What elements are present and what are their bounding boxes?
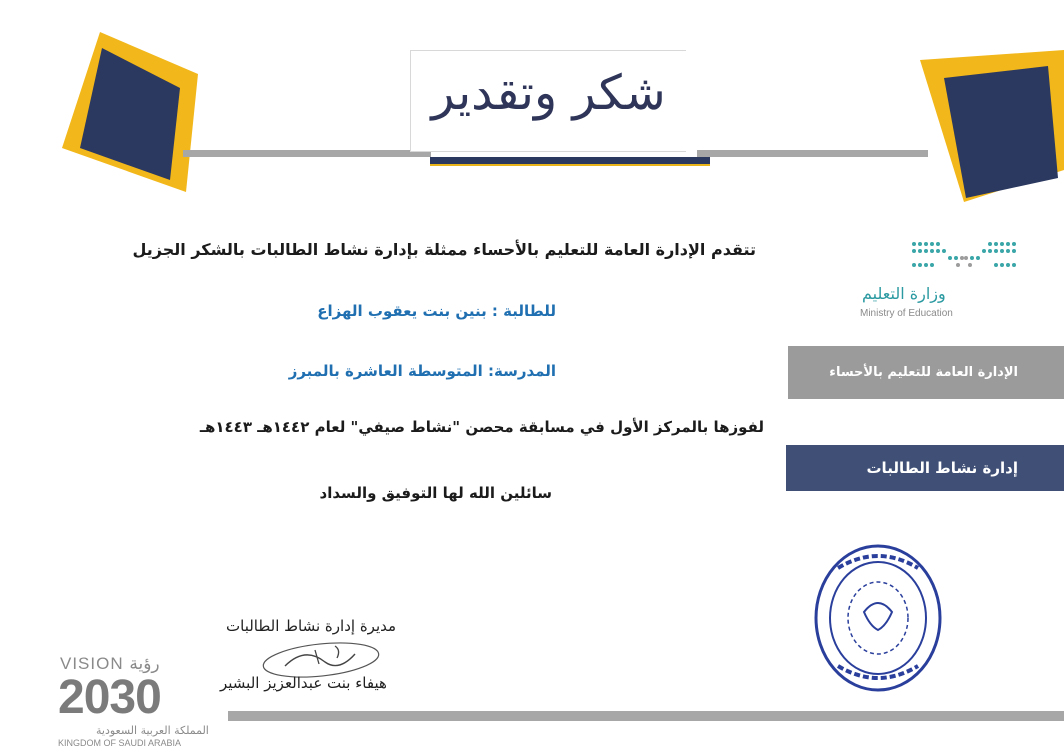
right-corner-emblem bbox=[914, 50, 1064, 210]
ministry-logo-icon bbox=[910, 238, 1018, 272]
title-box bbox=[410, 50, 686, 152]
signatory-name: هيفاء بنت عبدالعزيز البشير bbox=[220, 674, 387, 692]
official-stamp bbox=[808, 538, 948, 698]
ministry-name-arabic: وزارة التعليم bbox=[862, 284, 946, 303]
achievement-line: لفوزها بالمركز الأول في مسابقة محصن "نشاط صيفي" لعام ١٤٤٢هـ ١٤٤٣هـ bbox=[199, 418, 764, 436]
page-title: شكر وتقدير bbox=[431, 65, 666, 121]
school-name: المدرسة: المتوسطة العاشرة بالمبرز bbox=[288, 362, 556, 380]
kingdom-name-english: KINGDOM OF SAUDI ARABIA bbox=[58, 738, 182, 748]
title-underline bbox=[430, 157, 710, 166]
activity-admin-band: إدارة نشاط الطالبات bbox=[786, 445, 1064, 491]
closing-line: سائلين الله لها التوفيق والسداد bbox=[319, 484, 552, 502]
header-bar-left bbox=[183, 150, 431, 157]
ministry-name-english: Ministry of Education bbox=[860, 308, 953, 319]
certificate-intro: تتقدم الإدارة العامة للتعليم بالأحساء ممثلة بإدارة نشاط الطالبات بالشكر الجزيل bbox=[132, 240, 756, 259]
student-name: للطالبة : بنين بنت يعقوب الهزاع bbox=[317, 302, 556, 320]
kingdom-name-arabic: المملكة العربية السعودية bbox=[96, 724, 209, 737]
footer-bar bbox=[228, 711, 1064, 721]
vision-label: VISION رؤية bbox=[60, 654, 160, 673]
left-corner-emblem bbox=[60, 30, 200, 210]
vision-year: 2030 bbox=[58, 671, 161, 724]
general-admin-band: الإدارة العامة للتعليم بالأحساء bbox=[788, 346, 1064, 399]
signatory-role: مديرة إدارة نشاط الطالبات bbox=[226, 617, 397, 635]
header-bar-right bbox=[697, 150, 928, 157]
